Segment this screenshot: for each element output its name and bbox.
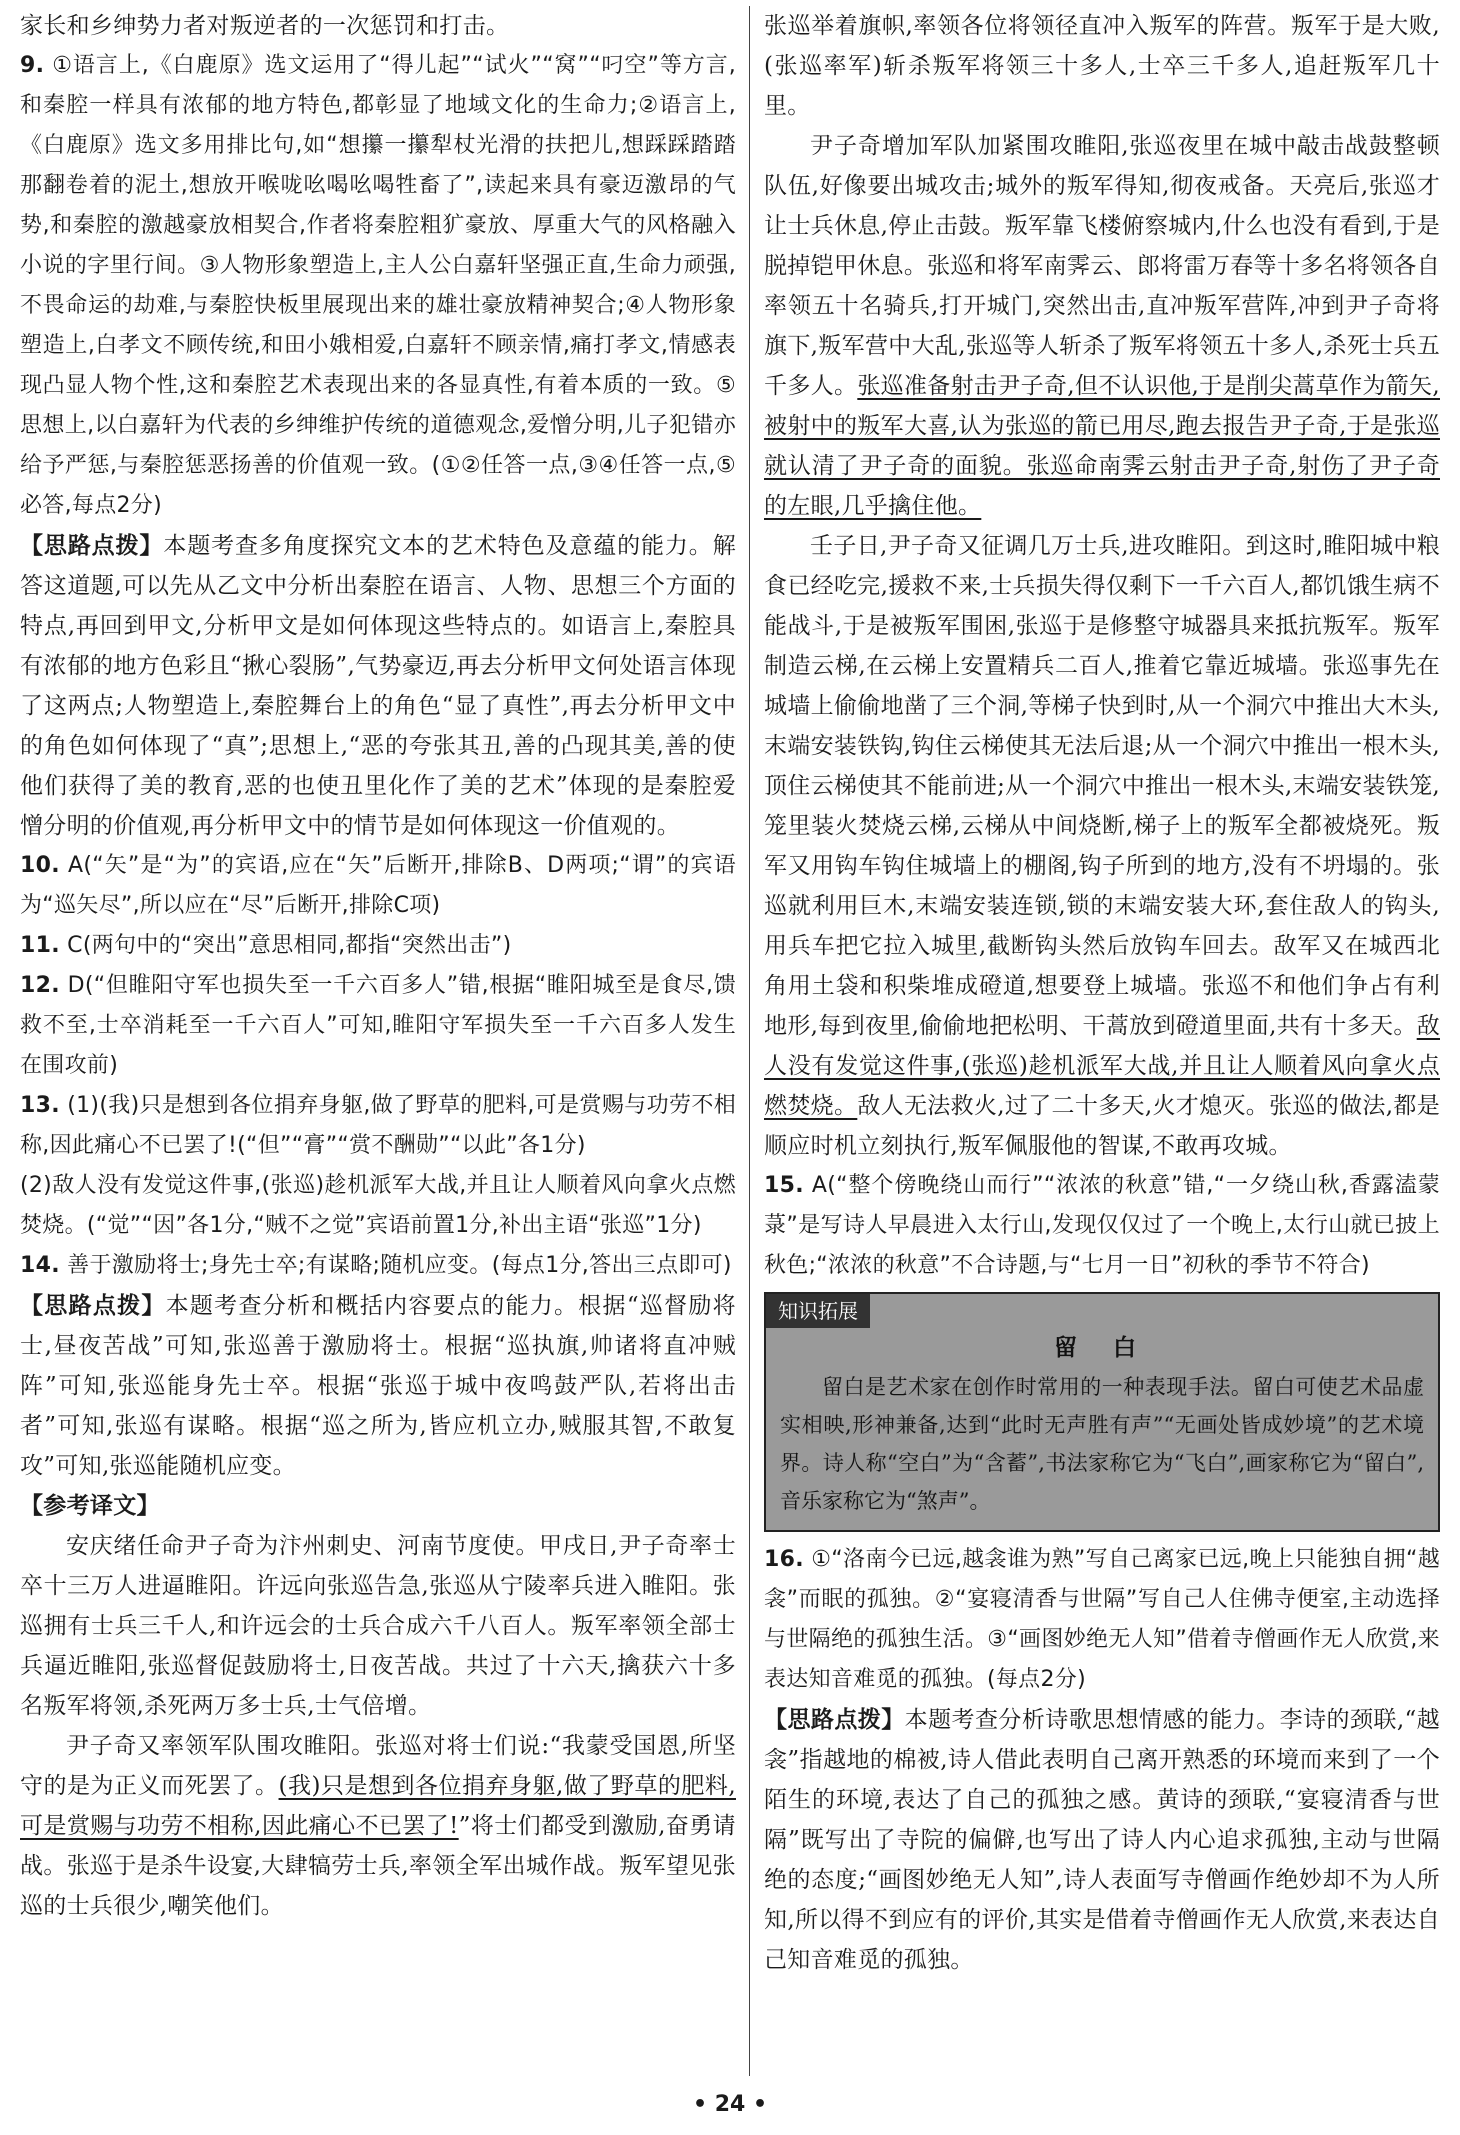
column-divider — [749, 6, 750, 2076]
answer-15 — [764, 1166, 1440, 1286]
answer-9 — [20, 46, 736, 526]
answer-12-text: D(“但睢阳守军也损失至一千六百多人”错,根据“睢阳城至是食尽,馈救不至,士卒消耗至一千六百人”可知,睢阳守军损失至一千六百多人发生在围攻前) — [20, 973, 736, 1078]
translation-underlined-3: 敌人没有发觉这件事,(张巡)趁机派军大战,并且让人顺着风向拿火点燃焚烧。 — [764, 1013, 1440, 1119]
translation-paragraph-2-c: ”将士们都受到激励,奋勇请战。张巡于是杀牛设宴,大肆犒劳士兵,率领全军出城作战。叛军望见张巡的士兵很少,嘲笑他们。 — [20, 1813, 736, 1919]
knowledge-box-header: 知识拓展 — [766, 1294, 870, 1328]
tip-label: 【思路点拨】 — [764, 1707, 905, 1733]
translation-paragraph-5 — [764, 526, 1440, 1166]
question-number-16: 16. — [764, 1547, 804, 1572]
answer-8-tail: 家长和乡绅势力者对叛逆者的一次惩罚和打击。 — [20, 13, 510, 39]
knowledge-box-title: 留 白 — [1053, 1334, 1150, 1361]
question-number-13: 13. — [20, 1093, 60, 1118]
tip-label: 【思路点拨】 — [20, 1293, 166, 1319]
translation-paragraph-5-a: 壬子日,尹子奇又征调几万士兵,进攻睢阳。到这时,睢阳城中粮食已经吃完,援救不来,士兵损失得仅剩下一千六百人,都饥饿生病不能战斗,于是被叛军围困,张巡于是修整守城器具来抵抗叛军。叛军制造云梯,在云梯上安置精兵二百人,推着它靠近城墙。张巡事先在城墙上偷偷地凿了三个洞,等梯子快到时,从一个洞穴中推出大木头,末端安装铁钩,钩住云梯使其无法后退;从一个洞穴中推出一根木头,顶住云梯使其不能前进;从一个洞穴中推出一根木头,末端安装铁笼,笼里装火焚烧云梯,云梯从中间烧断,梯子上的叛军全都被烧死。叛军又用钩车钩住城墙上的棚阁,钩子所到的地方,没有不坍塌的。张巡就利用巨木,末端安装连锁,锁的末端安装大环,套住敌人的钩头,用兵车把它拉入城里,截断钩头然后放钩车回去。敌军又在城西北角用土袋和积柴堆成磴道,想要登上城墙。张巡不和他们争占有利地形,每到夜里,偷偷地把松明、干蒿放到磴道里面,共有十多天。 — [764, 533, 1440, 1039]
tip-16 — [764, 1700, 1440, 1980]
translation-paragraph-3: 张巡举着旗帜,率领各位将领径直冲入叛军的阵营。叛军于是大败,(张巡率军)斩杀叛军将领三十多人,士卒三千多人,追赶叛军几十里。 — [764, 13, 1440, 119]
question-number-15: 15. — [764, 1173, 804, 1198]
translation-heading — [20, 1486, 736, 1526]
answer-14-text: 善于激励将士;身先士卒;有谋略;随机应变。(每点1分,答出三点即可) — [67, 1253, 732, 1278]
tip-9 — [20, 526, 736, 846]
answer-14 — [20, 1246, 736, 1286]
translation-paragraph-2 — [20, 1726, 736, 1926]
tip-16-text: 本题考查分析诗歌思想情感的能力。李诗的颈联,“越衾”指越地的棉被,诗人借此表明自己离开熟悉的环境而来到了一个陌生的环境,表达了自己的孤独之感。黄诗的颈联,“宴寝清香与世隔”既写出了寺院的偏僻,也写出了诗人内心追求孤独,主动与世隔绝的态度;“画图妙绝无人知”,诗人表面写寺僧画作绝妙却不为人所知,所以得不到应有的评价,其实是借着寺僧画作无人欣赏,来表达自己知音难觅的孤独。 — [764, 1707, 1440, 1973]
translation-paragraph-4-a: 尹子奇增加军队加紧围攻睢阳,张巡夜里在城中敲击战鼓整顿队伍,好像要出城攻击;城外的叛军得知,彻夜戒备。天亮后,张巡才让士兵休息,停止击鼓。叛军靠飞楼俯察城内,什么也没有看到,于是脱掉铠甲休息。张巡和将军南霁云、郎将雷万春等十多名将领各自率领五十名骑兵,打开城门,突然出击,直冲叛军营阵,冲到尹子奇将旗下,叛军营中大乱,张巡等人斩杀了叛军将领五十多人,杀死士兵五千多人。 — [764, 133, 1440, 399]
answer-10-text: A(“矢”是“为”的宾语,应在“矢”后断开,排除B、D两项;“谓”的宾语为“巡矢尽”,所以应在“尽”后断开,排除C项) — [20, 853, 736, 918]
tip-14 — [20, 1286, 736, 1486]
answer-16 — [764, 1540, 1440, 1700]
translation-paragraph-2-a: 尹子奇又率领军队围攻睢阳。张巡对将士们说:“我蒙受国恩,所坚守的是为正义而死罢了。 — [20, 1733, 736, 1799]
answer-15-text: A(“整个傍晚绕山而行”“浓浓的秋意”错,“一夕绕山秋,香露溘蒙菉”是写诗人早晨进入太行山,发现仅仅过了一个晚上,太行山就已披上秋色;“浓浓的秋意”不合诗题,与“七月一日”初秋的季节不符合) — [764, 1173, 1440, 1278]
answer-13 — [20, 1086, 736, 1166]
answer-9-text: ①语言上,《白鹿原》选文运用了“得儿起”“试火”“窝”“叼空”等方言,和秦腔一样具有浓郁的地方特色,都彰显了地域文化的生命力;②语言上,《白鹿原》选文多用排比句,如“想攥一攥犁杖光滑的扶把儿,想踩踩踏踏那翻卷着的泥土,想放开喉咙吆喝吆喝牲畜了”,读起来具有豪迈激昂的气势,和秦腔的激越豪放相契合,作者将秦腔粗犷豪放、厚重大气的风格融入小说的字里行间。③人物形象塑造上,主人公白嘉轩坚强正直,生命力顽强,不畏命运的劫难,与秦腔快板里展现出来的雄壮豪放精神契合;④人物形象塑造上,白孝文不顾传统,和田小娥相爱,白嘉轩不顾亲情,痛打孝文,情感表现凸显人物个性,这和秦腔艺术表现出来的各显真性,有着本质的一致。⑤思想上,以白嘉轩为代表的乡绅维护传统的道德观念,爱憎分明,儿子犯错亦给予严惩,与秦腔惩恶扬善的价值观一致。(①②任答一点,③④任答一点,⑤必答,每点2分) — [20, 53, 736, 518]
left-column — [20, 6, 736, 2081]
answer-13-part2: (2)敌人没有发觉这件事,(张巡)趁机派军大战,并且让人顺着风向拿火点燃焚烧。(“觉”“因”各1分,“贼不之觉”宾语前置1分,补出主语“张巡”1分) — [20, 1173, 736, 1238]
question-number-9: 9. — [20, 53, 45, 78]
knowledge-box — [764, 1292, 1440, 1532]
translation-paragraph-5-c: 敌人无法救火,过了二十多天,火才熄灭。张巡的做法,都是顺应时机立刻执行,叛军佩服他的智谋,不敢再攻城。 — [764, 1093, 1440, 1159]
translation-underlined-1: (我)只是想到各位捐弃身躯,做了野草的肥料,可是赏赐与功劳不相称,因此痛心不已罢了! — [20, 1773, 736, 1839]
tip-label: 【思路点拨】 — [20, 533, 164, 559]
answer-10 — [20, 846, 736, 926]
answer-16-text: ①“洛南今已远,越衾谁为熟”写自己离家已远,晚上只能独自拥“越衾”而眠的孤独。②“宴寝清香与世隔”写自己人住佛寺便室,主动选择与世隔绝的孤独生活。③“画图妙绝无人知”借着寺僧画作无人欣赏,来表达知音难觅的孤独。(每点2分) — [764, 1547, 1440, 1692]
answer-12 — [20, 966, 736, 1086]
translation-label: 【参考译文】 — [20, 1493, 160, 1519]
translation-underlined-2: 张巡准备射击尹子奇,但不认识他,于是削尖蒿草作为箭矢,被射中的叛军大喜,认为张巡的箭已用尽,跑去报告尹子奇,于是张巡就认清了尹子奇的面貌。张巡命南霁云射击尹子奇,射伤了尹子奇的左眼,几乎擒住他。 — [764, 373, 1440, 519]
tip-9-text: 本题考查多角度探究文本的艺术特色及意蕴的能力。解答这道题,可以先从乙文中分析出秦腔在语言、人物、思想三个方面的特点,再回到甲文,分析甲文是如何体现这些特点的。如语言上,秦腔具有浓郁的地方色彩且“揪心裂肠”,气势豪迈,再去分析甲文何处语言体现了这两点;人物塑造上,秦腔舞台上的角色“显了真性”,再去分析甲文中的角色如何体现了“真”;思想上,“恶的夸张其丑,善的凸现其美,善的使他们获得了美的教育,恶的也使丑里化作了美的艺术”体现的是秦腔爱憎分明的价值观,再分析甲文中的情节是如何体现这一价值观的。 — [20, 533, 736, 839]
tip-14-text: 本题考查分析和概括内容要点的能力。根据“巡督励将士,昼夜苦战”可知,张巡善于激励将士。根据“巡执旗,帅诸将直冲贼阵”可知,张巡能身先士卒。根据“张巡于城中夜鸣鼓严队,若将出击者”可知,张巡有谋略。根据“巡之所为,皆应机立办,贼服其智,不敢复攻”可知,张巡能随机应变。 — [20, 1293, 736, 1479]
knowledge-box-body: 留白是艺术家在创作时常用的一种表现手法。留白可使艺术品虚实相映,形神兼备,达到“此时无声胜有声”“无画处皆成妙境”的艺术境界。诗人称“空白”为“含蓄”,书法家称它为“飞白”,画家称它为“留白”,音乐家称它为“煞声”。 — [780, 1375, 1424, 1513]
question-number-11: 11. — [20, 933, 60, 958]
answer-11 — [20, 926, 736, 966]
answer-13-part1: (1)(我)只是想到各位捐弃身躯,做了野草的肥料,可是赏赐与功劳不相称,因此痛心不已罢了!(“但”“膏”“赏不酬勋”“以此”各1分) — [20, 1093, 736, 1158]
answer-11-text: C(两句中的“突出”意思相同,都指“突然出击”) — [67, 933, 512, 958]
translation-paragraph-4 — [764, 126, 1440, 526]
translation-paragraph-1: 安庆绪任命尹子奇为汴州刺史、河南节度使。甲戌日,尹子奇率士卒十三万人进逼睢阳。许远向张巡告急,张巡从宁陵率兵进入睢阳。张巡拥有士兵三千人,和许远会的士兵合成六千八百人。叛军率领全部士兵逼近睢阳,张巡督促鼓励将士,日夜苦战。共过了十六天,擒获六十多名叛军将领,杀死两万多士兵,士气倍增。 — [20, 1533, 736, 1719]
question-number-10: 10. — [20, 853, 60, 878]
page-number: • 24 • — [692, 2092, 768, 2117]
question-number-12: 12. — [20, 973, 60, 998]
right-column — [764, 6, 1440, 2081]
question-number-14: 14. — [20, 1253, 60, 1278]
